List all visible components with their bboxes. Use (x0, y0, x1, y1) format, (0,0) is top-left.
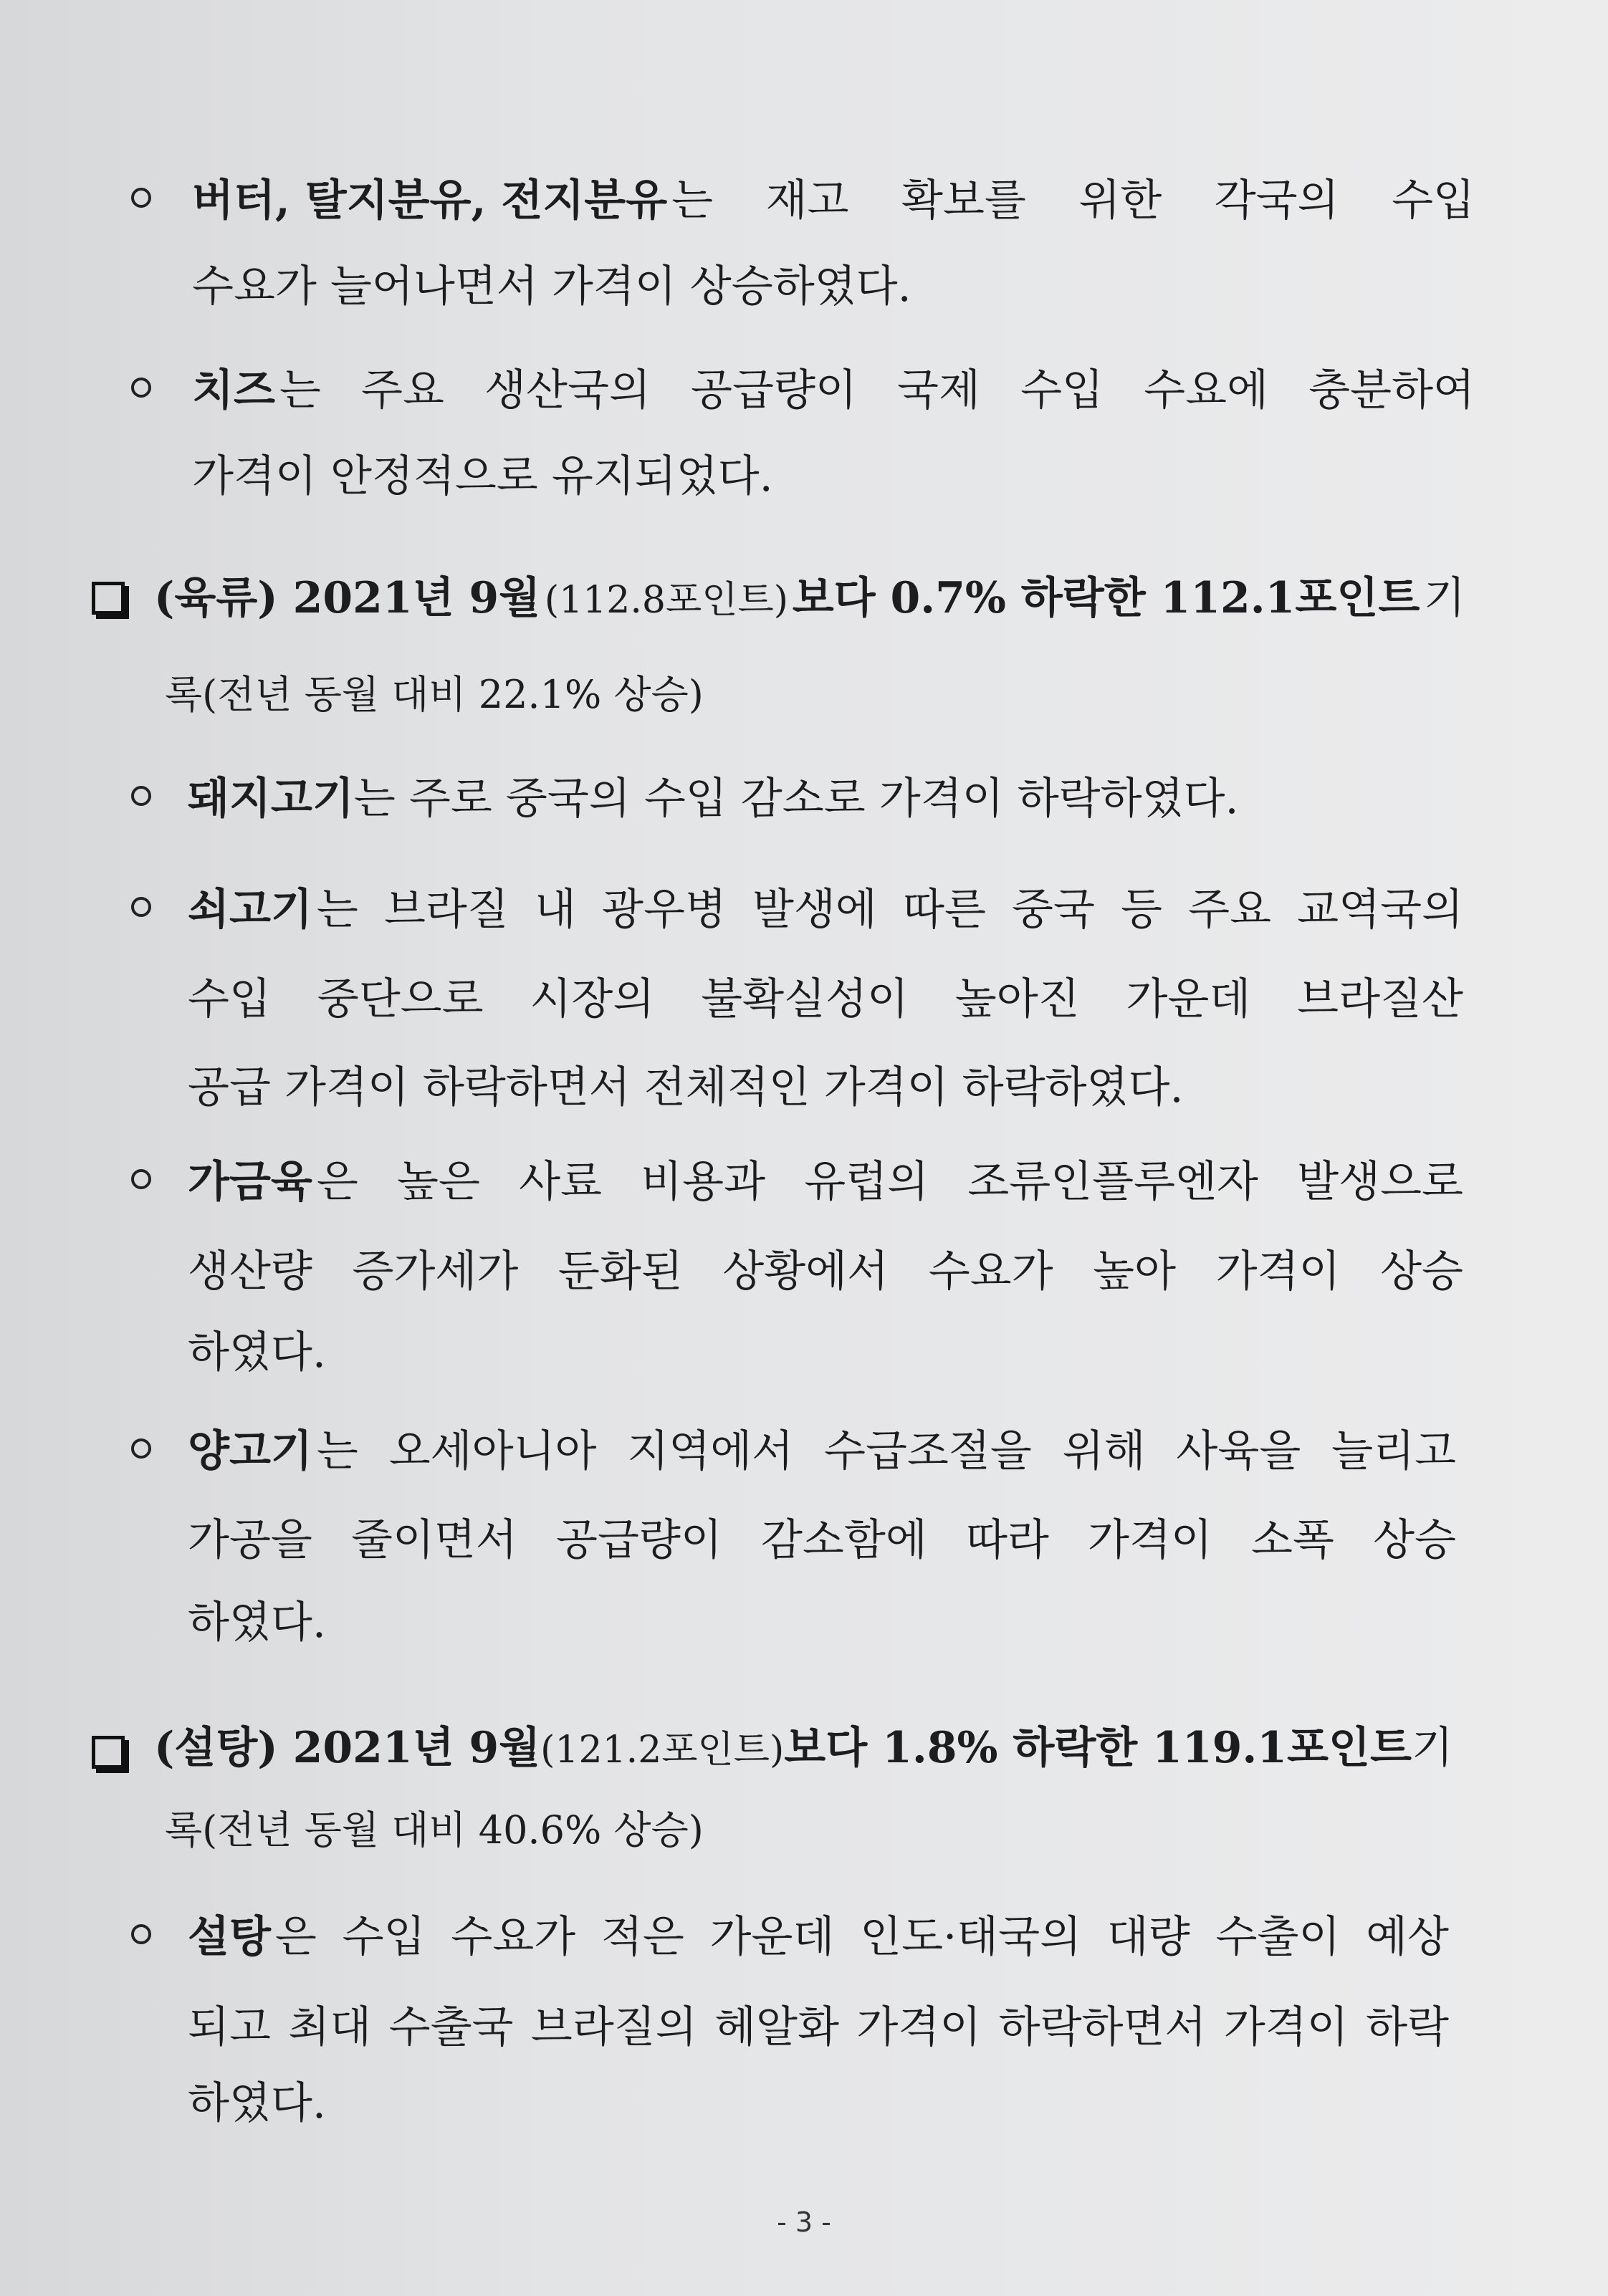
sugar-label: (설탕) 2021년 9월 (154, 1723, 541, 1773)
bullet-circle-icon (131, 1169, 151, 1189)
meat-label: (육류) 2021년 9월 (154, 573, 541, 623)
sugar-header-line-1 (154, 1719, 1453, 1779)
cheese-rest: 는 주요 생산국의 공급량이 국제 수입 수요에 충분하여 (279, 365, 1475, 416)
poultry-line-3: 하였다. (188, 1327, 326, 1378)
meat-result: 보다 0.7% 하락한 112.1포인트 (792, 573, 1420, 623)
lamb-rest: 는 오세아니아 지역에서 수급조절을 위해 사육을 늘리고 (316, 1426, 1456, 1476)
section-checkbox-icon (92, 582, 125, 615)
lamb-bold: 양고기 (188, 1426, 312, 1476)
lamb-line-1 (188, 1423, 1456, 1480)
bullet-circle-icon (131, 897, 151, 917)
sugar-tail: 기 (1411, 1723, 1453, 1773)
bullet-circle-icon (131, 1438, 151, 1459)
sugar-line-1 (188, 1908, 1449, 1966)
bullet-circle-icon (131, 378, 151, 398)
sugar-result: 보다 1.8% 하락한 119.1포인트 (784, 1723, 1412, 1773)
section-checkbox-icon (92, 1736, 125, 1769)
poultry-bold: 가금육 (188, 1157, 312, 1207)
lamb-line-2: 가공을 줄이면서 공급량이 감소함에 따라 가격이 소폭 상승 (188, 1515, 1456, 1565)
poultry-rest: 은 높은 사료 비용과 유럽의 조류인플루엔자 발생으로 (316, 1157, 1463, 1207)
cheese-line-1 (192, 362, 1475, 419)
sugar-rest: 은 수입 수요가 적은 가운데 인도·태국의 대량 수출이 예상 (274, 1912, 1449, 1962)
cheese-line-2: 가격이 안정적으로 유지되었다. (192, 451, 773, 501)
meat-header-line-2: 록(전년 동월 대비 22.1% 상승) (165, 672, 704, 717)
butter-bold: 버터, 탈지분유, 전지분유 (192, 176, 668, 226)
pork-bold: 돼지고기 (188, 774, 354, 824)
pork-rest: 는 주로 중국의 수입 감소로 가격이 하락하였다. (353, 774, 1239, 824)
meat-prev: (112.8포인트) (544, 579, 788, 622)
beef-rest: 는 브라질 내 광우병 발생에 따른 중국 등 주요 교역국의 (316, 885, 1463, 935)
meat-tail: 기 (1424, 573, 1465, 623)
page-number: - 3 - (777, 2206, 831, 2238)
meat-header-line-1 (154, 570, 1465, 629)
beef-line-3: 공급 가격이 하락하면서 전체적인 가격이 하락하였다. (188, 1062, 1184, 1113)
bullet-circle-icon (131, 188, 151, 208)
sugar-prev: (121.2포인트) (540, 1729, 785, 1772)
cheese-bold: 치즈 (192, 365, 275, 416)
butter-rest: 는 재고 확보를 위한 각국의 수입 (671, 176, 1475, 226)
sugar-line-3: 하였다. (188, 2078, 326, 2128)
butter-line-2: 수요가 늘어나면서 가격이 상승하였다. (192, 261, 911, 312)
butter-line-1 (192, 172, 1475, 229)
poultry-line-2: 생산량 증가세가 둔화된 상황에서 수요가 높아 가격이 상승 (188, 1247, 1463, 1297)
beef-line-2: 수입 중단으로 시장의 불확실성이 높아진 가운데 브라질산 (188, 974, 1463, 1024)
sugar-line-2: 되고 최대 수출국 브라질의 헤알화 가격이 하락하면서 가격이 하락 (188, 2002, 1449, 2052)
bullet-circle-icon (131, 1924, 151, 1944)
lamb-line-3: 하였다. (188, 1598, 326, 1648)
beef-line-1 (188, 881, 1463, 938)
sugar-header-line-2: 록(전년 동월 대비 40.6% 상승) (165, 1807, 704, 1853)
pork-line-1 (188, 770, 1239, 827)
poultry-line-1 (188, 1153, 1463, 1211)
sugar-bold: 설탕 (188, 1912, 271, 1962)
beef-bold: 쇠고기 (188, 885, 312, 935)
bullet-circle-icon (131, 786, 151, 806)
